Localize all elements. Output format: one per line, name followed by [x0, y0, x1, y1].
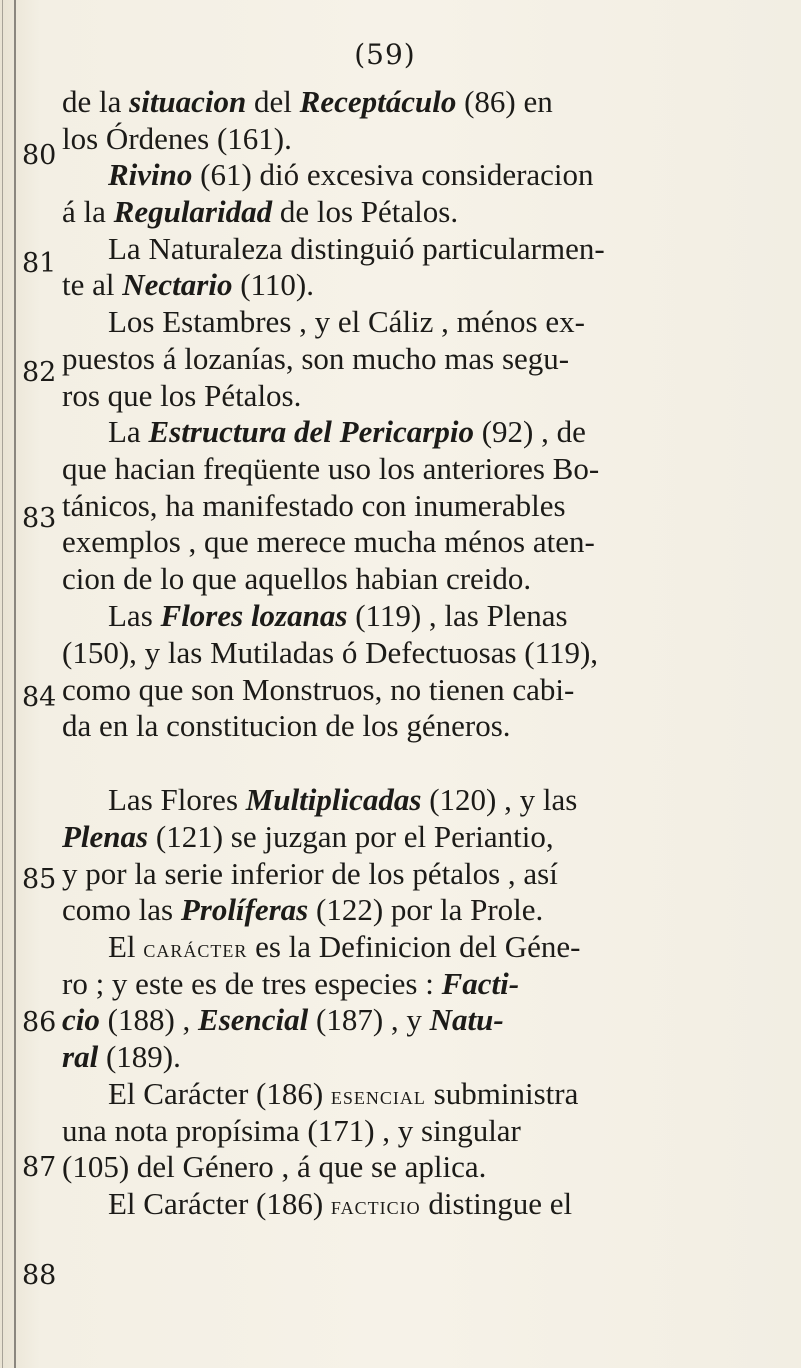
text-line: cio (188) , Esencial (187) , y Natu- — [62, 1002, 504, 1037]
text-line: Plenas (121) se juzgan por el Periantio, — [62, 819, 554, 854]
paragraph-number: 80 — [22, 140, 57, 171]
text-line: á la Regularidad de los Pétalos. — [62, 194, 459, 229]
text-line: como las Prolíferas (122) por la Prole. — [62, 892, 544, 927]
text-line: cion de lo que aquellos habian creido. — [62, 561, 532, 596]
text-line: (105) del Género , á que se aplica. — [62, 1149, 487, 1184]
text-line: una nota propísima (171) , y singular — [62, 1113, 521, 1148]
text-line: Las Flores lozanas (119) , las Plenas — [108, 598, 568, 633]
page-edge-line — [2, 0, 3, 1368]
text-line: ros que los Pétalos. — [62, 378, 302, 413]
text-line: da en la constitucion de los géneros. — [62, 708, 511, 743]
text-line: La Estructura del Pericarpio (92) , de — [108, 414, 586, 449]
paragraph-number: 82 — [22, 357, 57, 388]
text-line: Las Flores Multiplicadas (120) , y las — [108, 782, 578, 817]
text-line: y por la serie inferior de los pétalos , así — [62, 856, 558, 891]
paragraph-number: 88 — [22, 1260, 57, 1291]
text-line: como que son Monstruos, no tienen cabi- — [62, 672, 575, 707]
text-line: los Órdenes (161). — [62, 121, 292, 156]
text-line: Los Estambres , y el Cáliz , ménos ex- — [108, 304, 585, 339]
page-number: (59) — [354, 38, 416, 71]
paragraph-number: 85 — [22, 864, 57, 895]
text-line: El Carácter (186) esencial subministra — [108, 1076, 579, 1111]
paragraph-number: 81 — [22, 248, 57, 279]
text-line: La Naturaleza distinguió particularmen- — [108, 231, 605, 266]
text-line: puestos á lozanías, son mucho mas segu- — [62, 341, 570, 376]
text-line: (150), y las Mutiladas ó Defectuosas (119), — [62, 635, 599, 670]
gutter-line — [14, 0, 16, 1368]
text-line: tánicos, ha manifestado con inumerables — [62, 488, 566, 523]
text-line: El carácter es la Definicion del Géne- — [108, 929, 581, 964]
paragraph-number: 87 — [22, 1152, 57, 1183]
paragraph-number: 84 — [22, 682, 57, 713]
text-line: ral (189). — [62, 1039, 181, 1074]
paragraph-number: 86 — [22, 1007, 57, 1038]
text-line: El Carácter (186) facticio distingue el — [108, 1186, 573, 1221]
text-line: que hacian freqüente uso los anteriores Bo- — [62, 451, 600, 486]
text-line: ro ; y este es de tres especies : Facti- — [62, 966, 520, 1001]
text-line: de la situacion del Receptáculo (86) en — [62, 84, 553, 119]
text-line: Rivino (61) dió excesiva consideracion — [108, 157, 594, 192]
text-line: te al Nectario (110). — [62, 267, 314, 302]
paragraph-number: 83 — [22, 503, 57, 534]
text-line: exemplos , que merece mucha ménos aten- — [62, 524, 595, 559]
